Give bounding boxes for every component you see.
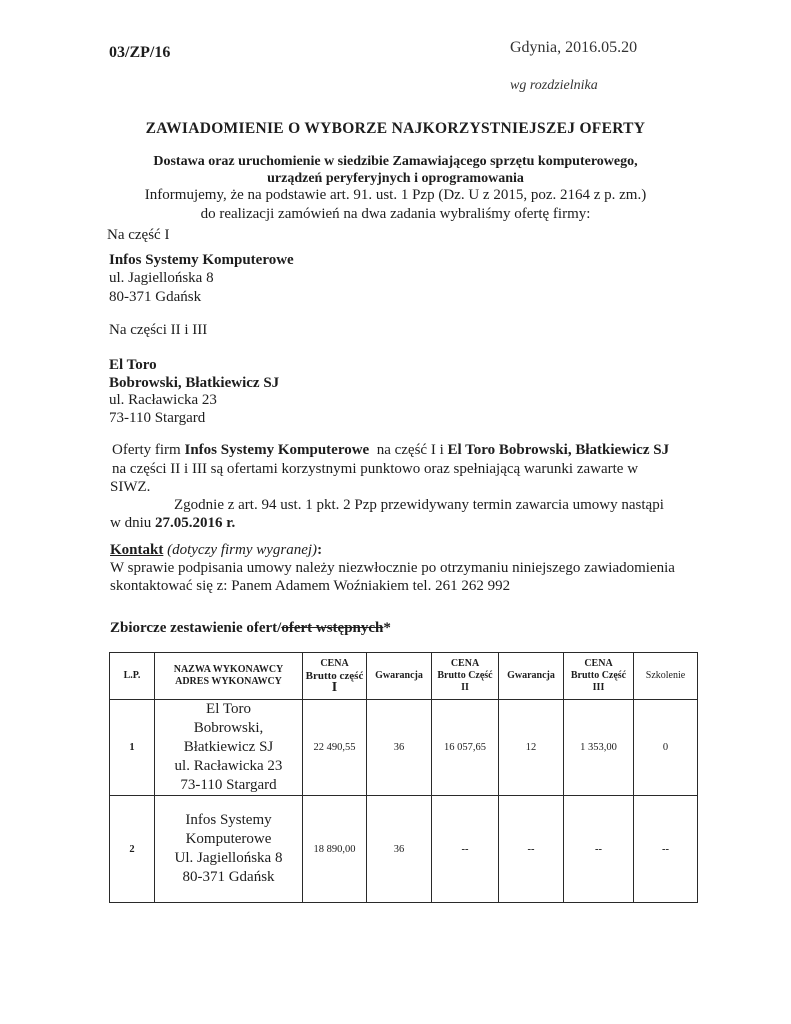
row1-name bbox=[155, 700, 303, 796]
table-header-row bbox=[110, 653, 698, 700]
part2-company-line2: Bobrowski, Błatkiewicz SJ bbox=[109, 375, 280, 391]
summary-line-3: SIWZ. bbox=[110, 479, 151, 495]
contact-heading bbox=[110, 542, 322, 559]
part1-label: Na część I bbox=[107, 227, 170, 243]
header-lp: L.P. bbox=[110, 653, 155, 700]
part2-street: ul. Racławicka 23 bbox=[109, 392, 217, 408]
info-line-2: do realizacji zamówień na dwa zadania wybraliśmy ofertę firmy: bbox=[200, 206, 591, 222]
header-name bbox=[155, 653, 303, 700]
row1-name-line5: 73-110 Stargard bbox=[180, 777, 277, 793]
row2-cena2: -- bbox=[432, 796, 499, 903]
document-title: ZAWIADOMIENIE O WYBORZE NAJKORZYSTNIEJSZEJ OFERTY bbox=[145, 120, 646, 137]
header-name-line2: ADRES WYKONAWCY bbox=[175, 676, 282, 687]
header-cena1-line3: I bbox=[331, 680, 338, 695]
row2-name-line4: 80-371 Gdańsk bbox=[182, 869, 275, 885]
deadline-prefix: w dniu bbox=[110, 515, 155, 531]
row1-gw2: 12 bbox=[499, 700, 564, 796]
row1-name-line2: Bobrowski, bbox=[193, 720, 264, 736]
summary-mid: na część I i bbox=[369, 442, 448, 458]
row1-cena2: 16 057,65 bbox=[432, 700, 499, 796]
table-title bbox=[110, 620, 391, 637]
table-title-star: * bbox=[383, 620, 391, 636]
contact-line-2: skontaktować się z: Panem Adamem Woźniakiem tel. 261 262 992 bbox=[110, 578, 511, 594]
header-cena3-line2: Brutto Część bbox=[570, 670, 627, 681]
part2-label: Na części II i III bbox=[109, 322, 208, 338]
part2-city: 73-110 Stargard bbox=[109, 410, 206, 426]
header-cena2-line2: Brutto Część bbox=[437, 670, 493, 681]
table-row bbox=[110, 700, 698, 796]
deadline-line-1: Zgodnie z art. 94 ust. 1 pkt. 2 Pzp przewidywany termin zawarcia umowy nastąpi bbox=[174, 497, 664, 513]
row1-lp: 1 bbox=[110, 700, 155, 796]
header-cena3-line3: III bbox=[592, 682, 605, 693]
part2-company-line1: El Toro bbox=[109, 357, 157, 373]
subject-line-1: Dostawa oraz uruchomienie w siedzibie Zamawiającego sprzętu komputerowego, bbox=[153, 154, 638, 169]
header-cena2-line3: II bbox=[461, 682, 469, 693]
header-cena1-line2: Brutto część bbox=[305, 670, 364, 682]
summary-prefix: Oferty firm bbox=[112, 442, 185, 458]
part1-street: ul. Jagiellońska 8 bbox=[109, 270, 214, 286]
row1-name-line3: Błatkiewicz SJ bbox=[183, 739, 274, 755]
distribution-note: wg rozdzielnika bbox=[510, 78, 598, 93]
contact-note: (dotyczy firmy wygranej) bbox=[163, 542, 318, 558]
subject-line-2: urządzeń peryferyjnych i oprogramowania bbox=[267, 171, 524, 186]
table-row bbox=[110, 796, 698, 903]
row2-gw2: -- bbox=[499, 796, 564, 903]
part1-city: 80-371 Gdańsk bbox=[109, 289, 202, 305]
row2-lp: 2 bbox=[110, 796, 155, 903]
row1-name-line1: El Toro bbox=[206, 701, 251, 717]
summary-company2: El Toro Bobrowski, Błatkiewicz SJ bbox=[447, 442, 670, 458]
document-reference: 03/ZP/16 bbox=[109, 44, 171, 61]
header-cena3-line1: CENA bbox=[584, 658, 613, 669]
row2-cena3: -- bbox=[564, 796, 634, 903]
info-line-1: Informujemy, że na podstawie art. 91. ust. 1 Pzp (Dz. U z 2015, poz. 2164 z p. zm.) bbox=[144, 187, 647, 203]
header-cena2-line1: CENA bbox=[450, 658, 480, 669]
contact-line-1: W sprawie podpisania umowy należy niezwłocznie po otrzymaniu niniejszego zawiadomienia bbox=[110, 560, 675, 576]
table-title-main: Zbiorcze zestawienie ofert/ bbox=[110, 620, 282, 636]
header-gw2: Gwarancja bbox=[499, 653, 564, 700]
row1-szkolenie: 0 bbox=[634, 700, 698, 796]
summary-company1: Infos Systemy Komputerowe bbox=[184, 442, 370, 458]
summary-line-1 bbox=[112, 442, 669, 459]
row2-cena1: 18 890,00 bbox=[303, 796, 367, 903]
contact-colon: : bbox=[317, 542, 323, 558]
row1-cena1: 22 490,55 bbox=[303, 700, 367, 796]
deadline-line-2 bbox=[110, 515, 235, 532]
row2-name-line3: Ul. Jagiellońska 8 bbox=[174, 850, 283, 866]
header-cena1 bbox=[303, 653, 367, 700]
header-cena3 bbox=[564, 653, 634, 700]
contact-label: Kontakt bbox=[110, 542, 164, 558]
header-gw1: Gwarancja bbox=[367, 653, 432, 700]
header-cena1-line1: CENA bbox=[320, 658, 349, 669]
offers-table bbox=[109, 652, 698, 903]
row1-cena3: 1 353,00 bbox=[564, 700, 634, 796]
row2-name-line1: Infos Systemy bbox=[185, 812, 272, 828]
header-name-line1: NAZWA WYKONAWCY bbox=[173, 664, 284, 675]
row1-gw1: 36 bbox=[367, 700, 432, 796]
row2-szkolenie: -- bbox=[634, 796, 698, 903]
header-szkolenie: Szkolenie bbox=[634, 653, 698, 700]
row2-gw1: 36 bbox=[367, 796, 432, 903]
deadline-date: 27.05.2016 r. bbox=[155, 515, 236, 531]
document-date: Gdynia, 2016.05.20 bbox=[510, 39, 638, 56]
row1-name-line4: ul. Racławicka 23 bbox=[174, 758, 283, 774]
table-title-struck: ofert wstępnych bbox=[281, 620, 384, 636]
row2-name-line2: Komputerowe bbox=[185, 831, 272, 847]
part1-company: Infos Systemy Komputerowe bbox=[109, 252, 294, 268]
summary-line-2: na części II i III są ofertami korzystnymi punktowo oraz spełniającą warunki zawarte w bbox=[112, 461, 639, 477]
row2-name bbox=[155, 796, 303, 903]
header-cena2 bbox=[432, 653, 499, 700]
